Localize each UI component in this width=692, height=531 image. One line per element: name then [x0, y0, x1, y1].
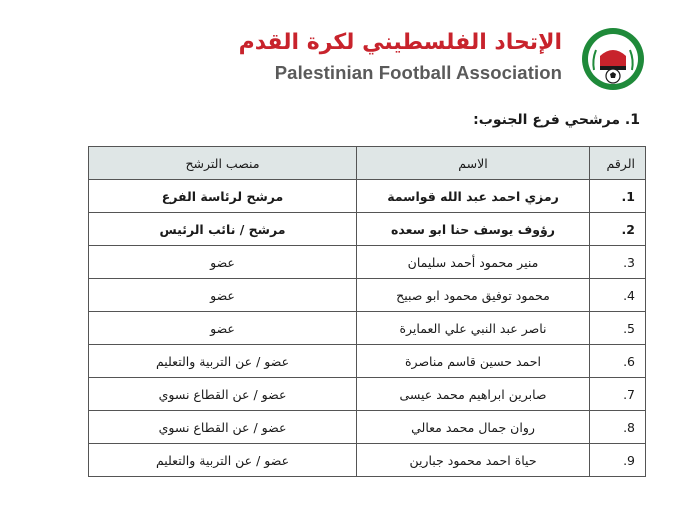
row-number: 4.	[590, 279, 646, 312]
row-position: مرشح / نائب الرئيس	[89, 213, 357, 246]
row-name: محمود توفيق محمود ابو صبيح	[357, 279, 590, 312]
row-number: 1.	[590, 180, 646, 213]
table-row	[89, 411, 646, 444]
table-row	[89, 180, 646, 213]
header-position: منصب الترشح	[89, 147, 357, 180]
row-number: 5.	[590, 312, 646, 345]
table-row	[89, 378, 646, 411]
table-row	[89, 246, 646, 279]
header-number: الرقم	[590, 147, 646, 180]
org-name-arabic: الإتحاد الفلسطيني لكرة القدم	[238, 30, 562, 55]
pfa-logo-icon	[580, 26, 646, 92]
row-position: عضو	[89, 312, 357, 345]
row-number: 3.	[590, 246, 646, 279]
section-title: 1. مرشحي فرع الجنوب:	[473, 112, 640, 128]
row-position: عضو / عن التربية والتعليم	[89, 444, 357, 477]
table-row	[89, 213, 646, 246]
row-name: صابرين ابراهيم محمد عيسى	[357, 378, 590, 411]
row-position: عضو / عن التربية والتعليم	[89, 345, 357, 378]
row-name: حياة احمد محمود جبارين	[357, 444, 590, 477]
row-number: 9.	[590, 444, 646, 477]
row-name: منير محمود أحمد سليمان	[357, 246, 590, 279]
row-position: عضو / عن القطاع نسوي	[89, 378, 357, 411]
candidates-table	[88, 146, 646, 477]
row-position: مرشح لرئاسة الفرع	[89, 180, 357, 213]
row-name: رمزي احمد عبد الله قواسمة	[357, 180, 590, 213]
table-row	[89, 444, 646, 477]
header-name: الاسم	[357, 147, 590, 180]
row-number: 7.	[590, 378, 646, 411]
table-header-row	[89, 147, 646, 180]
row-position: عضو / عن القطاع نسوي	[89, 411, 357, 444]
table-row	[89, 345, 646, 378]
row-name: روان جمال محمد معالي	[357, 411, 590, 444]
row-number: 6.	[590, 345, 646, 378]
row-position: عضو	[89, 246, 357, 279]
row-position: عضو	[89, 279, 357, 312]
row-name: رؤوف يوسف حنا ابو سعده	[357, 213, 590, 246]
row-number: 8.	[590, 411, 646, 444]
row-name: ناصر عبد النبي علي العمايرة	[357, 312, 590, 345]
row-number: 2.	[590, 213, 646, 246]
table-row	[89, 279, 646, 312]
header	[0, 24, 692, 94]
org-name-english: Palestinian Football Association	[274, 62, 562, 83]
table-row	[89, 312, 646, 345]
row-name: احمد حسين قاسم مناصرة	[357, 345, 590, 378]
